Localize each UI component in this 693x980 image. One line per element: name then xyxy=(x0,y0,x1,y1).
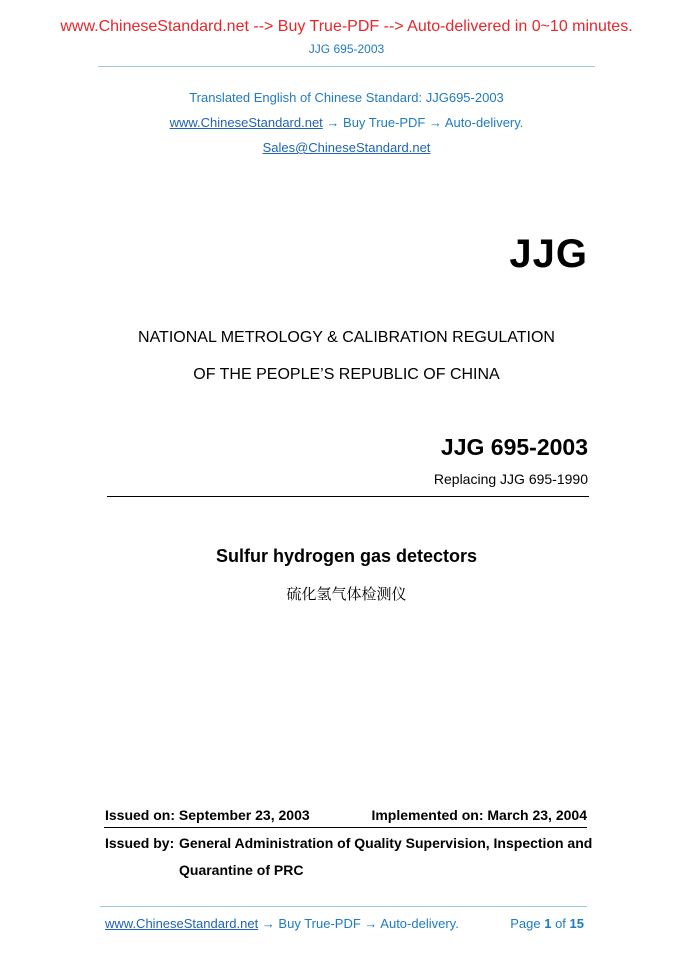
jjg-logo: JJG xyxy=(509,232,588,276)
email-link[interactable]: Sales@ChineseStandard.net xyxy=(262,140,431,155)
regulation-line-1: NATIONAL METROLOGY & CALIBRATION REGULATION xyxy=(138,329,555,346)
footer-site-link[interactable]: www.ChineseStandard.net xyxy=(105,916,259,931)
standard-number: JJG 695-2003 xyxy=(440,434,588,460)
issued-date: Issued on: September 23, 2003 xyxy=(105,807,310,823)
footer-divider xyxy=(100,906,587,907)
issuer-line-1: General Administration of Quality Supervision, Inspection and xyxy=(179,835,593,851)
title-divider xyxy=(107,496,589,497)
implemented-date: Implemented on: March 23, 2004 xyxy=(371,807,587,823)
issuer-label: Issued by: xyxy=(105,835,175,851)
promo-banner[interactable]: www.ChineseStandard.net --> Buy True-PDF --> Auto-delivered in 0~10 minutes. xyxy=(60,18,633,35)
page-indicator xyxy=(510,916,584,931)
header-divider xyxy=(98,66,595,67)
header-doc-code: JJG 695-2003 xyxy=(308,42,385,56)
dates-divider xyxy=(104,827,587,828)
chinese-title: 硫化氢气体检测仪 xyxy=(286,585,407,603)
regulation-line-2: OF THE PEOPLE’S REPUBLIC OF CHINA xyxy=(193,366,500,383)
issuer-line-2: Quarantine of PRC xyxy=(179,862,304,878)
footer-site-line xyxy=(105,916,459,931)
replacing-note: Replacing JJG 695-1990 xyxy=(433,471,588,487)
page-total: 15 xyxy=(569,916,584,931)
page-label: Page xyxy=(510,916,541,931)
english-title: Sulfur hydrogen gas detectors xyxy=(215,546,478,566)
site-line-suffix: → Buy True-PDF → Auto-delivery. xyxy=(322,115,524,130)
site-link[interactable]: www.ChineseStandard.net xyxy=(169,115,323,130)
site-line xyxy=(0,115,693,130)
page-current: 1 xyxy=(544,916,552,931)
email-line xyxy=(0,140,693,155)
page-of: of xyxy=(555,916,566,931)
translation-note: Translated English of Chinese Standard: JJG695-2003 xyxy=(189,90,504,105)
footer-site-suffix: → Buy True-PDF → Auto-delivery. xyxy=(258,916,459,931)
